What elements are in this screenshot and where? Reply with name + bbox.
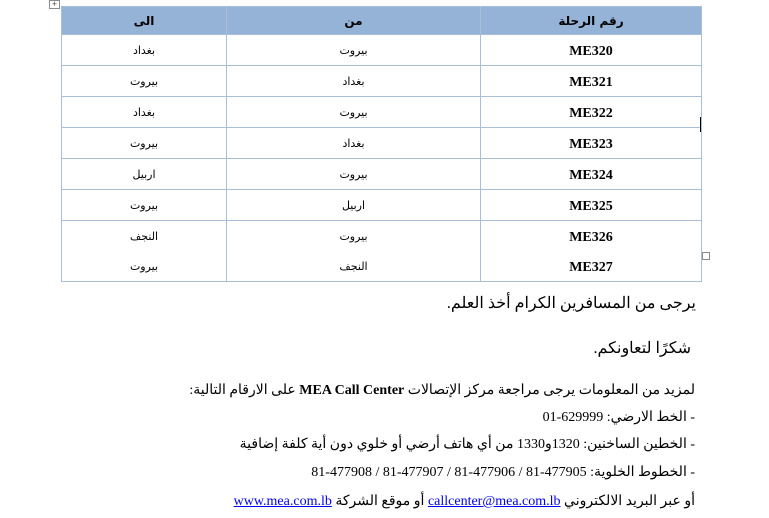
website-prefix: أو موقع الشركة [335, 494, 425, 509]
header-flight-number: رقم الرحلة [481, 7, 702, 35]
cell-flight: ME324 [481, 159, 702, 190]
landline-label: - الخط الارضي: [606, 410, 695, 425]
hotlines-line [240, 436, 695, 453]
hotline-joiner: و [544, 437, 552, 452]
cell-from: بغداد [227, 66, 481, 97]
intro-before-text: لمزيد من المعلومات يرجى مراجعة مركز الإتصالات [407, 383, 695, 398]
hotlines-suffix: من أي هاتف أرضي أو خلوي دون أية كلفة إضافية [239, 437, 514, 452]
landline-line [543, 409, 695, 426]
cell-from: بيروت [227, 221, 481, 252]
cell-from: بيروت [227, 97, 481, 128]
cell-flight: ME323 [481, 128, 702, 159]
email-link[interactable]: callcenter@mea.com.lb [427, 494, 561, 509]
cell-flight: ME320 [481, 35, 702, 66]
table-header-row [62, 7, 702, 35]
notice-paragraph: يرجى من المسافرين الكرام أخذ العلم. [446, 295, 696, 312]
cell-flight: ME322 [481, 97, 702, 128]
cell-to: بيروت [62, 128, 227, 159]
cell-to: النجف [62, 221, 227, 252]
cell-flight: ME321 [481, 66, 702, 97]
cell-to: بيروت [62, 66, 227, 97]
table-resize-handle[interactable] [702, 252, 710, 260]
text-cursor [700, 117, 701, 132]
hotline-1: 1320 [551, 437, 580, 452]
mobile-numbers: 81-477908 / 81-477907 / 81-477906 / 81-477905 [311, 465, 587, 480]
cell-to: بيروت [62, 190, 227, 221]
info-intro-line [189, 382, 695, 399]
thanks-paragraph: شكرًا لتعاونكم. [593, 340, 691, 357]
hotline-2: 1330 [516, 437, 545, 452]
intro-after-text: على الارقام التالية: [189, 383, 296, 398]
table-row [62, 251, 702, 282]
email-prefix: أو عبر البريد الالكتروني [564, 494, 695, 509]
cell-to: بغداد [62, 97, 227, 128]
cell-to: بيروت [62, 251, 227, 282]
mobile-label: - الخطوط الخلوية: [590, 465, 695, 480]
cell-from: بيروت [227, 35, 481, 66]
header-from: من [227, 7, 481, 35]
call-center-name: MEA Call Center [299, 383, 405, 398]
table-row [62, 35, 702, 66]
cell-flight: ME325 [481, 190, 702, 221]
flights-table [61, 6, 702, 282]
table-row [62, 97, 702, 128]
table-row [62, 128, 702, 159]
table-row [62, 159, 702, 190]
cell-from: النجف [227, 251, 481, 282]
table-row [62, 221, 702, 252]
cell-flight: ME327 [481, 251, 702, 282]
cell-from: بغداد [227, 128, 481, 159]
cell-to: بغداد [62, 35, 227, 66]
website-link[interactable]: www.mea.com.lb [233, 494, 332, 509]
cell-flight: ME326 [481, 221, 702, 252]
cell-from: اربيل [227, 190, 481, 221]
table-move-handle[interactable]: + [49, 0, 60, 9]
cell-to: اربيل [62, 159, 227, 190]
cell-from: بيروت [227, 159, 481, 190]
contact-line [234, 493, 695, 510]
table-row [62, 66, 702, 97]
header-to: الى [62, 7, 227, 35]
table-row [62, 190, 702, 221]
mobile-line [311, 464, 695, 481]
landline-number: 01-629999 [542, 410, 604, 425]
hotlines-label: - الخطين الساخنين: [583, 437, 695, 452]
